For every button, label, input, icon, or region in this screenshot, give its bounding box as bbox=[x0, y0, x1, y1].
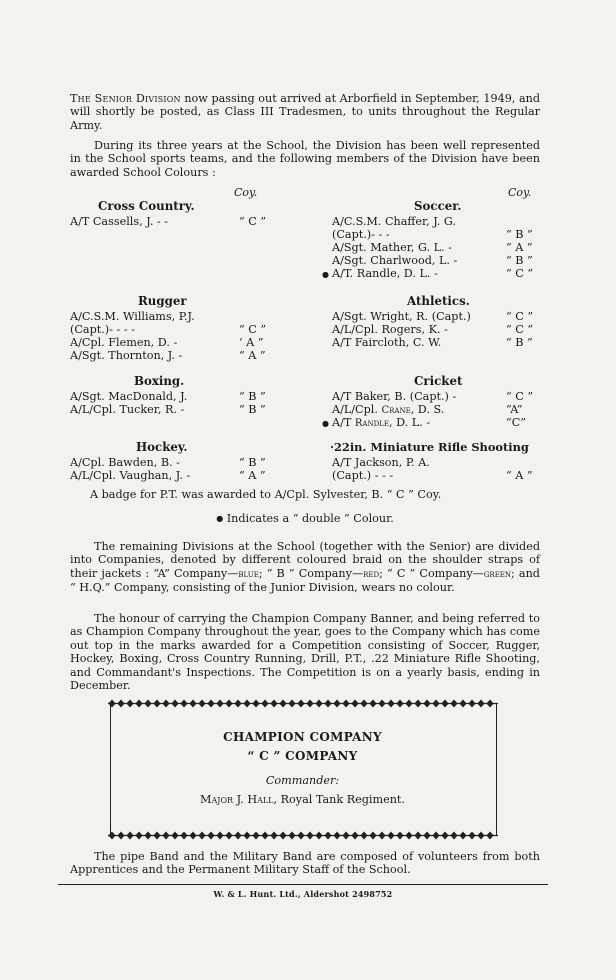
decorative-border-bottom bbox=[108, 831, 498, 840]
list-item: A/T Faircloth, C. W. bbox=[332, 336, 442, 349]
section-title-rugger: Rugger bbox=[138, 294, 187, 308]
coy-value: “ C ” bbox=[506, 390, 534, 403]
coy-value: “ A ” bbox=[239, 469, 266, 482]
ornament-icon bbox=[108, 831, 498, 840]
list-item: (Capt.)- - - bbox=[332, 228, 390, 241]
section-title-cross-country: Cross Country. bbox=[98, 199, 195, 213]
list-item: (Capt.)- - - - bbox=[70, 323, 135, 336]
coy-value: “C” bbox=[506, 416, 526, 429]
list-item: A/Sgt. MacDonald, J. bbox=[70, 390, 188, 403]
coy-value: “ C ” bbox=[506, 310, 534, 323]
footer-rule bbox=[58, 884, 548, 885]
name-suffix: , D. S. bbox=[410, 403, 445, 416]
bands-paragraph-text: The pipe Band and the Military Band are composed of volunteers from both Apprentices and the Permanent Military Staff of the School. bbox=[70, 850, 540, 877]
coy-value: “ B ” bbox=[239, 390, 266, 403]
colour-green-label: green bbox=[483, 568, 512, 580]
section-title-cricket: Cricket bbox=[414, 374, 463, 388]
list-item: A/T Cassells, J. - - bbox=[70, 215, 169, 228]
list-item: A/C.S.M. Williams, P.J. bbox=[70, 310, 195, 323]
coy-value: “ C ” bbox=[239, 215, 267, 228]
bands-paragraph bbox=[70, 850, 540, 877]
badge-note: A badge for P.T. was awarded to A/Cpl. Sylvester, B. “ C ” Coy. bbox=[90, 488, 442, 501]
champion-paragraph bbox=[70, 612, 540, 692]
printer-imprint: W. & L. Hunt. Ltd., Aldershot 2498752 bbox=[213, 889, 393, 899]
list-item: A/L/Cpl. Rogers, K. - bbox=[332, 323, 448, 336]
list-item: A/Cpl. Bawden, B. - bbox=[70, 456, 180, 469]
colour-red-label: red bbox=[363, 568, 380, 580]
list-item: (Capt.) - - - bbox=[332, 469, 394, 482]
name-smallcaps: Crane bbox=[381, 405, 411, 416]
coy-value: “ A ” bbox=[506, 241, 533, 254]
name-part: A/T bbox=[332, 416, 355, 429]
list-item: A/Sgt. Charlwood, L. - bbox=[332, 254, 458, 267]
colours-paragraph bbox=[70, 139, 540, 179]
coy-value: ‘ A ” bbox=[239, 336, 264, 349]
coy-value: “ B ” bbox=[239, 456, 266, 469]
coy-value: “ A ” bbox=[239, 349, 266, 362]
champion-company-name: “ C ” COMPANY bbox=[247, 749, 358, 763]
coy-value: “ A ” bbox=[506, 469, 533, 482]
intro-lead: The Senior Division bbox=[70, 92, 181, 105]
section-title-rifle-shooting: ·22in. Miniature Rifle Shooting bbox=[330, 440, 529, 454]
list-item: A/T Jackson, P. A. bbox=[332, 456, 430, 469]
list-item: A/Sgt. Mather, G. L. - bbox=[332, 241, 452, 254]
coy-header-right: Coy. bbox=[508, 186, 532, 199]
colours-paragraph-text: During its three years at the School, the Division has been well represented in the School sports teams, and the following members of the Division have been awarded School Colours : bbox=[70, 139, 540, 179]
decorative-border-top bbox=[108, 699, 498, 708]
coy-value: “A” bbox=[506, 403, 523, 416]
list-item: A/L/Cpl. Vaughan, J. - bbox=[70, 469, 191, 482]
list-item: A/T Baker, B. (Capt.) - bbox=[332, 390, 457, 403]
companies-paragraph bbox=[70, 540, 540, 595]
text-part: ; “ B ” Company— bbox=[258, 566, 364, 580]
list-item: A/Sgt. Thornton, J. - bbox=[70, 349, 183, 362]
ornament-icon bbox=[108, 699, 498, 708]
commander-line bbox=[110, 793, 495, 806]
text-part: The remaining Divisions at the School (together with the Senior) are divided into Companies, denoted by different coloured braid on the shoulder straps of their jackets : “A” Company— bbox=[70, 540, 540, 580]
name-suffix: , D. L. - bbox=[388, 416, 431, 429]
intro-text: now passing out arrived at Arborfield in September, 1949, and will shortly be posted, as Class III Tradesmen, to units throughout the Regular Army. bbox=[70, 92, 540, 132]
coy-value: “ C ” bbox=[506, 323, 534, 336]
name-part: A/L/Cpl. bbox=[332, 403, 382, 416]
double-colour-note-text: Indicates a “ double ” Colour. bbox=[226, 512, 394, 525]
name-smallcaps: Randle bbox=[354, 418, 389, 429]
text-part: ; and “ H.Q.” Company, consisting of the Junior Division, wears no colour. bbox=[70, 566, 540, 595]
text-part: ; “ C ” Company— bbox=[379, 566, 484, 580]
list-item bbox=[332, 417, 430, 431]
coy-header-left: Coy. bbox=[234, 186, 258, 199]
list-item: A/T. Randle, D. L. - bbox=[332, 267, 438, 280]
coy-value: “ C ” bbox=[239, 323, 267, 336]
double-colour-bullet-icon: ● bbox=[322, 270, 329, 279]
coy-value: “ C ” bbox=[506, 267, 534, 280]
champion-company-title: CHAMPION COMPANY bbox=[223, 730, 382, 744]
colour-blue-label: blue bbox=[238, 568, 259, 580]
double-colour-bullet-icon: ● bbox=[216, 514, 224, 523]
commander-label: Commander: bbox=[265, 774, 340, 787]
champion-paragraph-text: The honour of carrying the Champion Company Banner, and being referred to as Champion Company throughout the year, goes to the Company which has come out top in the marks awarded for a Competition consisting of Soccer, Rugger, Hockey, Boxing, Cross Country Running, Drill, P.T., .22 Miniature Rifle Shooting, and Commandant's Inspections. The Competition is on a yearly basis, ending in December. bbox=[70, 612, 540, 693]
section-title-boxing: Boxing. bbox=[134, 374, 185, 388]
coy-value: “ B ” bbox=[506, 228, 533, 241]
coy-value: “ B ” bbox=[239, 403, 266, 416]
double-colour-bullet-icon: ● bbox=[322, 419, 329, 428]
section-title-athletics: Athletics. bbox=[407, 294, 470, 308]
coy-value: “ B ” bbox=[506, 336, 533, 349]
intro-paragraph bbox=[70, 92, 540, 132]
commander-unit: , Royal Tank Regiment. bbox=[273, 793, 405, 806]
double-colour-note bbox=[70, 512, 540, 525]
section-title-hockey: Hockey. bbox=[136, 440, 188, 454]
coy-value: “ B ” bbox=[506, 254, 533, 267]
list-item: A/Cpl. Flemen, D. - bbox=[70, 336, 178, 349]
section-title-soccer: Soccer. bbox=[414, 199, 462, 213]
champion-company-frame bbox=[110, 703, 497, 835]
list-item: A/C.S.M. Chaffer, J. G. bbox=[332, 215, 457, 228]
list-item: A/Sgt. Wright, R. (Capt.) bbox=[332, 310, 471, 323]
list-item: A/L/Cpl. Tucker, R. - bbox=[70, 403, 185, 416]
commander-name: Major J. Hall bbox=[200, 793, 274, 806]
